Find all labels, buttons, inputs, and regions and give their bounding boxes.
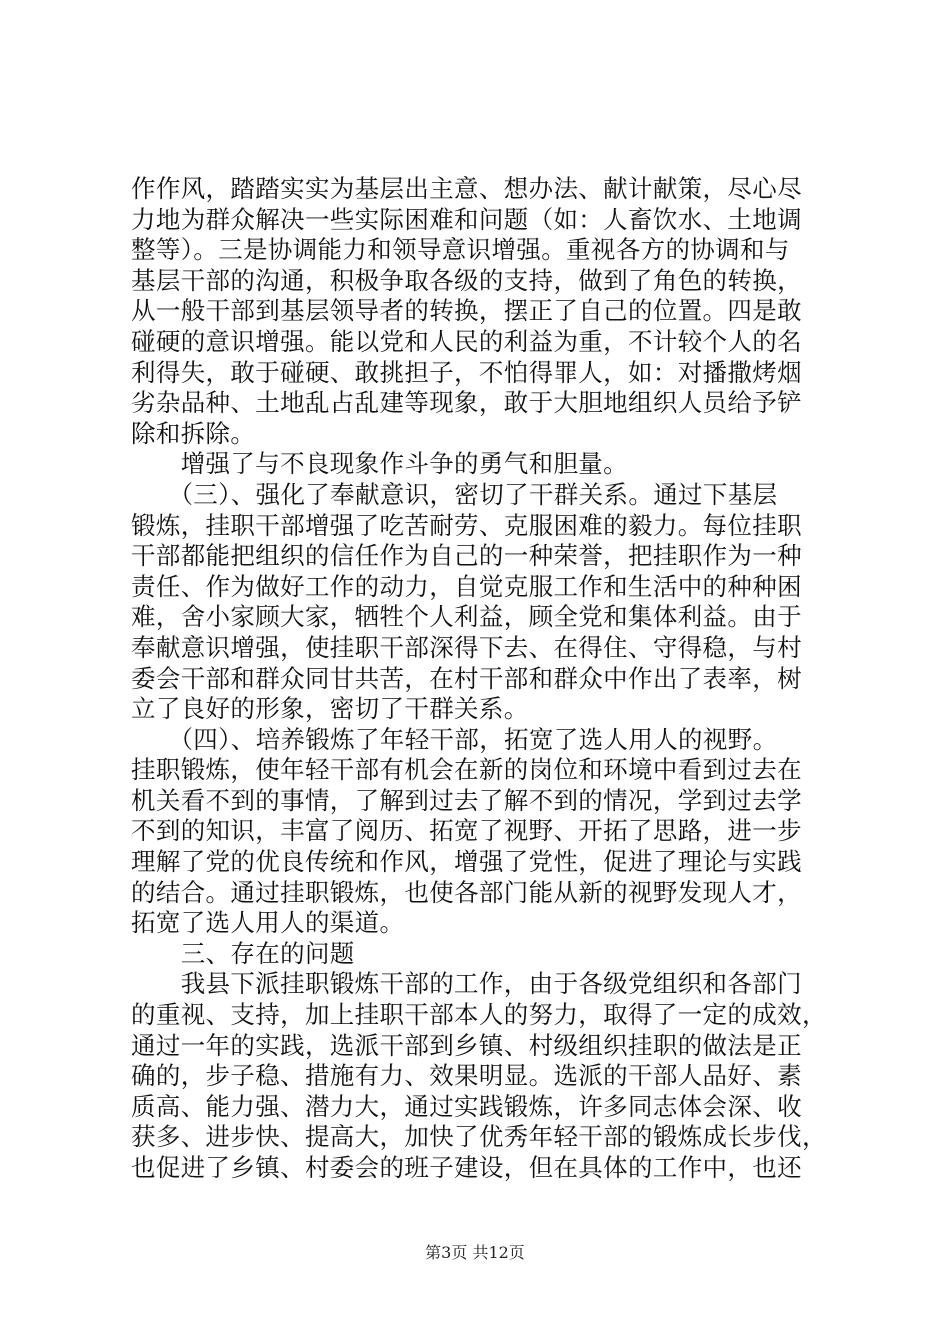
page-number-footer: 第3页 共12页 <box>425 1243 525 1262</box>
text-line: 机关看不到的事情，了解到过去了解不到的情况，学到过去学 <box>131 785 802 815</box>
text-line: 责任、作为做好工作的动力，自觉克服工作和生活中的种种困 <box>131 571 802 601</box>
text-line: 除和拆除。 <box>131 418 256 448</box>
text-line: 劣杂品种、土地乱占乱建等现象，敢于大胆地组织人员给予铲 <box>131 388 802 418</box>
text-line: 难，舍小家顾大家，牺牲个人利益，顾全党和集体利益。由于 <box>131 602 802 632</box>
text-line: 挂职锻炼，使年轻干部有机会在新的岗位和环境中看到过去在 <box>131 755 802 785</box>
text-line: （三）、强化了奉献意识，密切了干群关系。通过下基层 <box>131 479 778 509</box>
text-line: 碰硬的意识增强。能以党和人民的利益为重，不计较个人的名 <box>131 326 802 356</box>
text-line: 从一般干部到基层领导者的转换，摆正了自己的位置。四是敢 <box>131 296 802 326</box>
text-line: 的重视、支持，加上挂职干部本人的努力，取得了一定的成效， <box>131 1000 827 1030</box>
text-line: （四）、培养锻炼了年轻干部，拓宽了选人用人的视野。 <box>131 724 778 754</box>
text-line: 通过一年的实践，选派干部到乡镇、村级组织挂职的做法是正 <box>131 1030 802 1060</box>
text-line: 理解了党的优良传统和作风，增强了党性，促进了理论与实践 <box>131 847 802 877</box>
text-line: 基层干部的沟通，积极争取各级的支持，做到了角色的转换， <box>131 265 802 295</box>
text-line: 作作风，踏踏实实为基层出主意、想办法、献计献策，尽心尽 <box>131 174 802 203</box>
section-heading: 三、存在的问题 <box>131 938 355 968</box>
text-line: 利得失，敢于碰硬、敢挑担子，不怕得罪人，如：对播撒烤烟 <box>131 357 802 387</box>
text-line: 的结合。通过挂职锻炼，也使各部门能从新的视野发现人才， <box>131 877 802 907</box>
text-line: 我县下派挂职锻炼干部的工作，由于各级党组织和各部门 <box>131 969 802 999</box>
text-line: 增强了与不良现象作斗争的勇气和胆量。 <box>131 449 628 479</box>
text-line: 拓宽了选人用人的渠道。 <box>131 908 405 938</box>
text-line: 质高、能力强、潜力大，通过实践锻炼，许多同志体会深、收 <box>131 1091 802 1121</box>
body-text <box>131 174 831 1184</box>
text-line: 锻炼，挂职干部增强了吃苦耐劳、克服困难的毅力。每位挂职 <box>131 510 802 540</box>
text-line: 立了良好的形象，密切了干群关系。 <box>131 694 529 724</box>
text-line: 奉献意识增强，使挂职干部深得下去、在得住、守得稳，与村 <box>131 632 802 662</box>
text-line: 整等）。三是协调能力和领导意识增强。重视各方的协调和与 <box>131 235 790 265</box>
text-line: 确的，步子稳、措施有力、效果明显。选派的干部人品好、素 <box>131 1061 802 1091</box>
text-line: 获多、进步快、提高大，加快了优秀年轻干部的锻炼成长步伐， <box>131 1122 827 1152</box>
text-line: 委会干部和群众同甘共苦，在村干部和群众中作出了表率，树 <box>131 663 802 693</box>
text-line: 力地为群众解决一些实际困难和问题（如：人畜饮水、土地调 <box>131 204 802 234</box>
text-line: 也促进了乡镇、村委会的班子建设，但在具体的工作中，也还 <box>131 1153 802 1182</box>
text-line: 干部都能把组织的信任作为自己的一种荣誉，把挂职作为一种 <box>131 541 802 571</box>
text-line: 不到的知识，丰富了阅历、拓宽了视野、开拓了思路，进一步 <box>131 816 802 846</box>
